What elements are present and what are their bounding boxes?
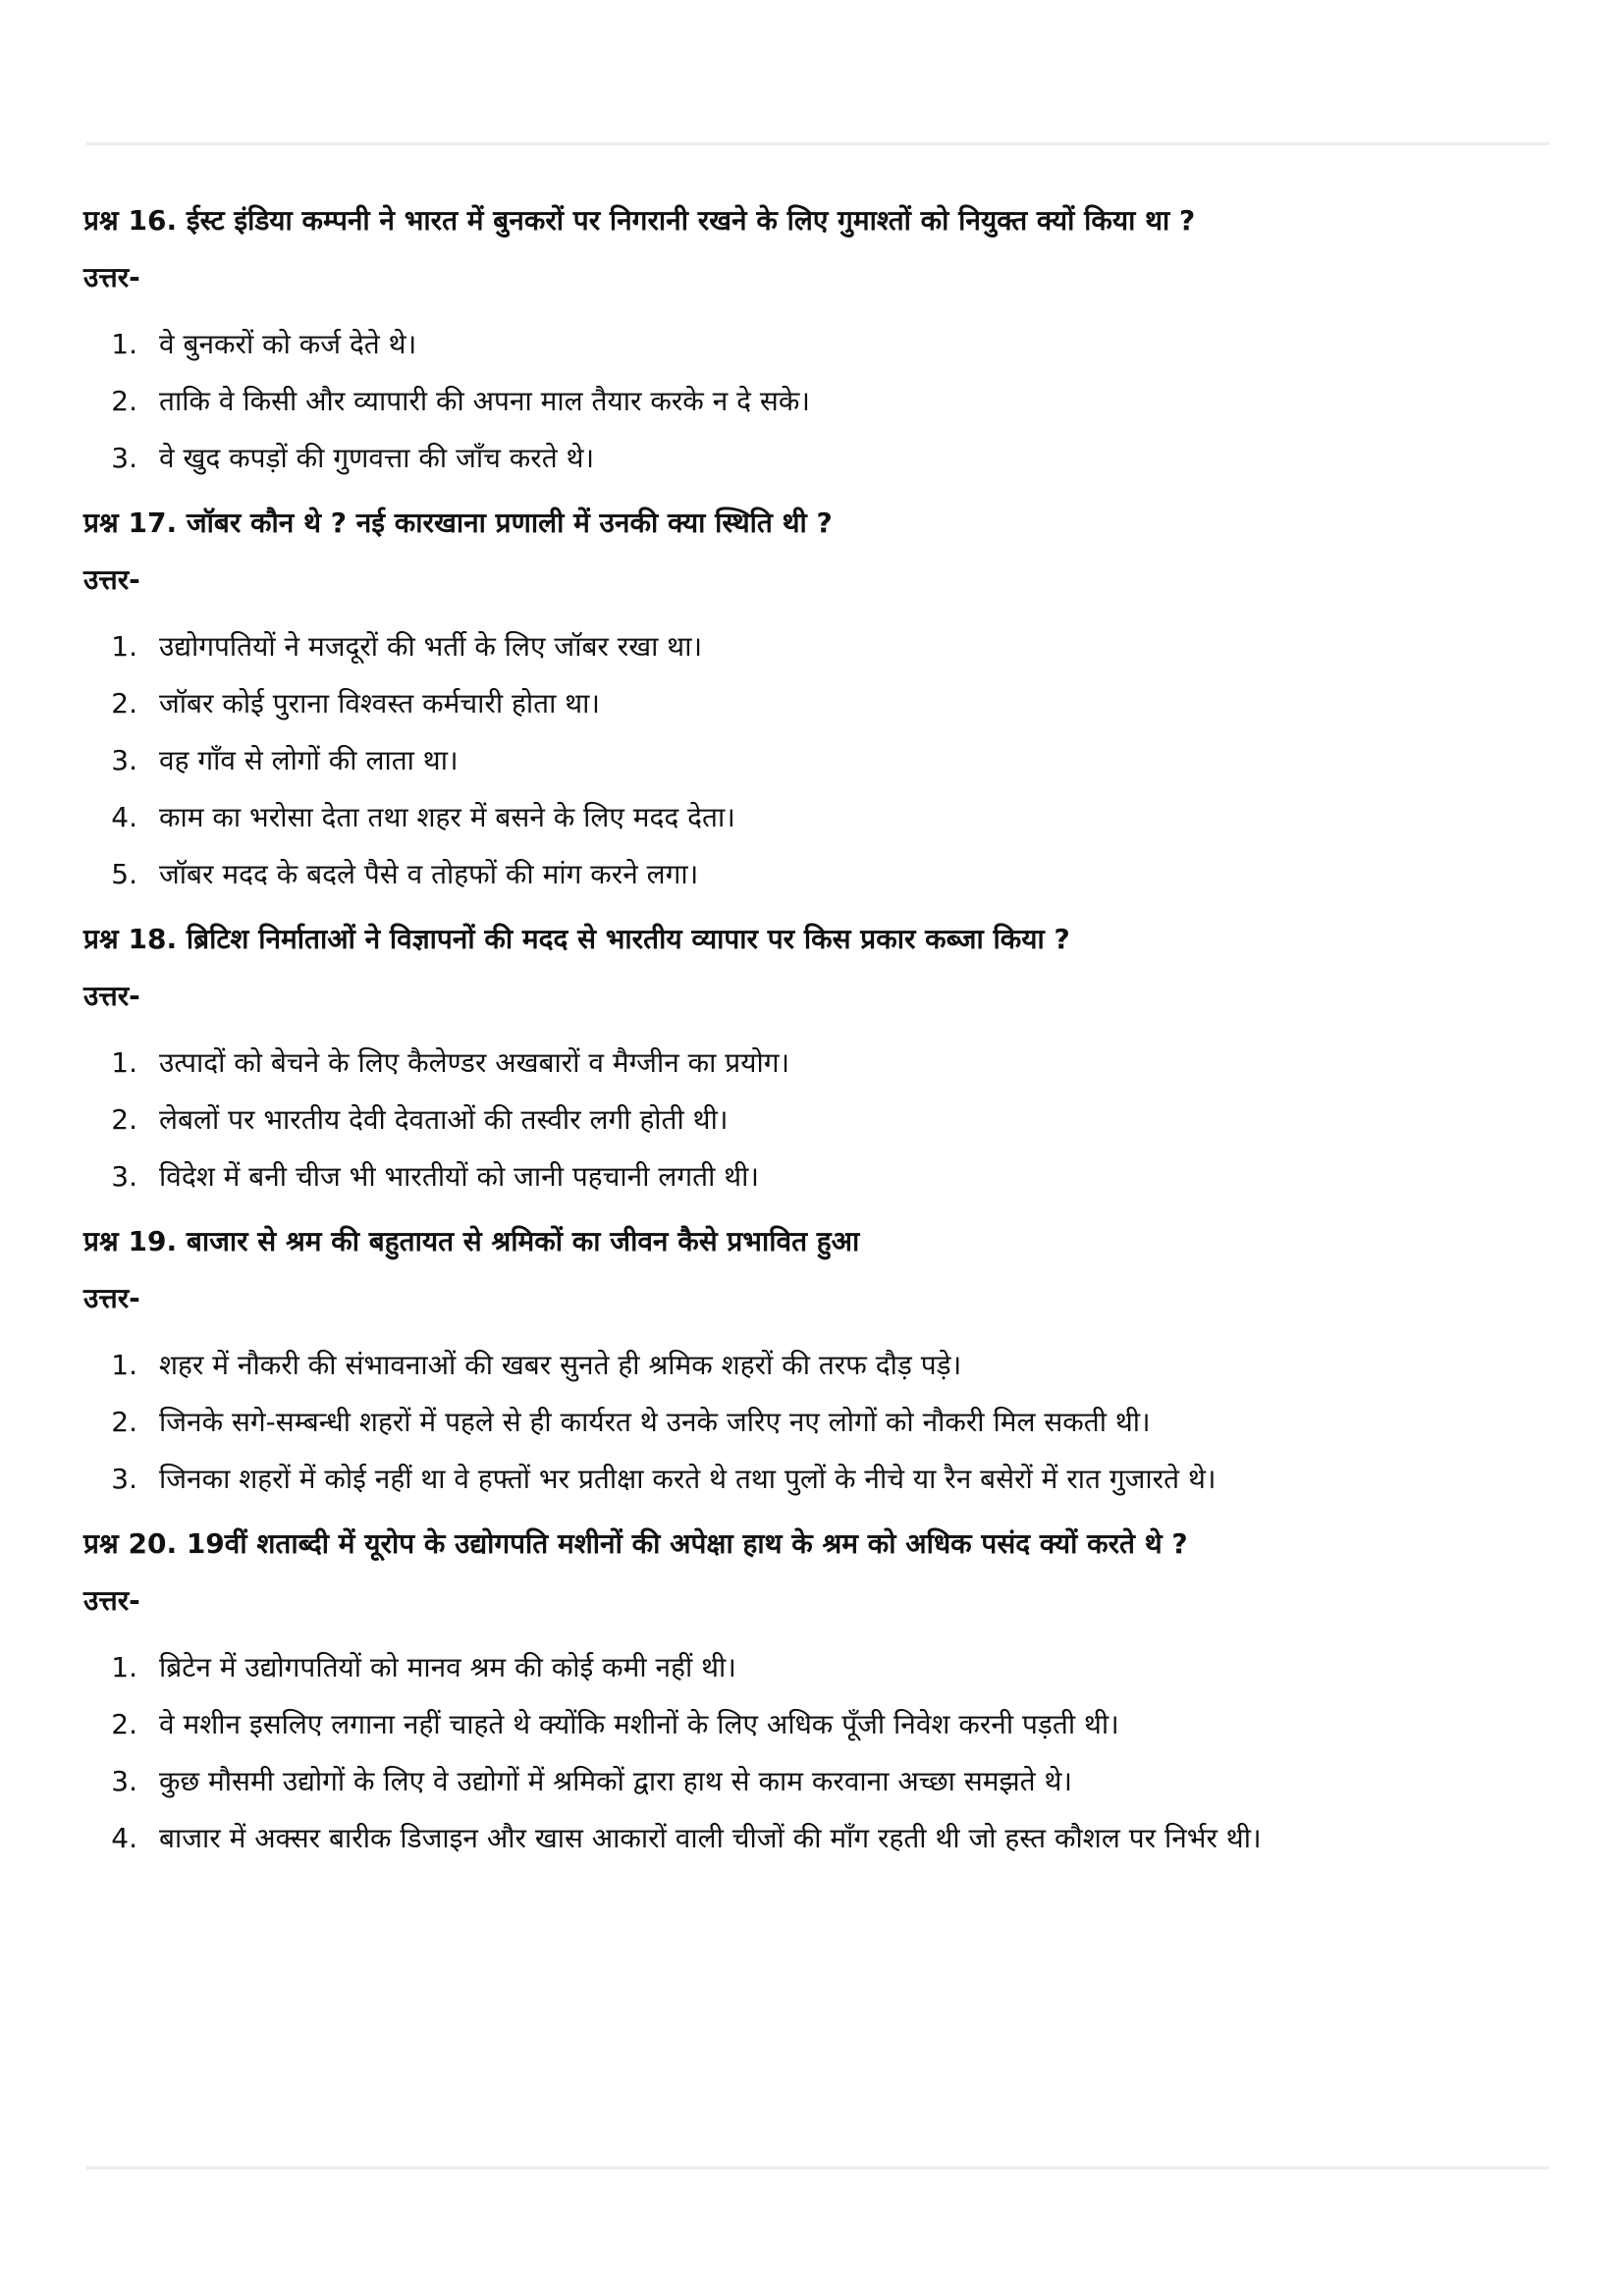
answer-item	[83, 627, 1546, 667]
top-divider	[86, 142, 1549, 145]
item-text: कुछ मौसमी उद्योगों के लिए वे उद्योगों में श्रमिकों द्वारा हाथ से काम करवाना अच्छा समझते थे।	[159, 1765, 1073, 1797]
item-number: 1.	[111, 1651, 137, 1683]
item-number: 2.	[111, 687, 137, 720]
item-number: 5.	[111, 858, 137, 890]
answer-item	[83, 1819, 1546, 1858]
item-number: 1.	[111, 1046, 137, 1079]
qa-block-19	[83, 1222, 1546, 1499]
item-number: 4.	[111, 801, 137, 833]
answer-item	[83, 1648, 1546, 1687]
answer-label: उत्तर-	[83, 1584, 140, 1617]
item-number: 3.	[111, 442, 137, 474]
answer-item	[83, 1460, 1546, 1499]
item-text: जिनका शहरों में कोई नहीं था वे हफ्तों भर प्रतीक्षा करते थे तथा पुलों के नीचे या रैन बसेरों में रात गुजारते थे।	[159, 1463, 1217, 1495]
answer-list	[83, 1648, 1546, 1858]
answer-list	[83, 1346, 1546, 1499]
answer-item	[83, 1346, 1546, 1385]
question-heading: प्रश्न 19. बाजार से श्रम की बहुतायत से श्रमिकों का जीवन कैसे प्रभावित हुआ	[83, 1225, 860, 1257]
answer-item	[83, 1705, 1546, 1744]
answer-label: उत्तर-	[83, 563, 140, 596]
answer-label: उत्तर-	[83, 980, 140, 1012]
item-text: जिनके सगे-सम्बन्धी शहरों में पहले से ही कार्यरत थे उनके जरिए नए लोगों को नौकरी मिल सकती थी।	[159, 1406, 1151, 1438]
item-number: 2.	[111, 1708, 137, 1740]
item-text: काम का भरोसा देता तथा शहर में बसने के लिए मदद देता।	[159, 801, 735, 833]
item-text: वे मशीन इसलिए लगाना नहीं चाहते थे क्योंकि मशीनों के लिए अधिक पूँजी निवेश करनी पड़ती थी।	[159, 1708, 1119, 1740]
item-text: ताकि वे किसी और व्यापारी की अपना माल तैयार करके न दे सके।	[159, 385, 810, 417]
answer-item	[83, 1762, 1546, 1801]
item-text: जॉबर मदद के बदले पैसे व तोहफों की मांग करने लगा।	[159, 858, 699, 890]
item-number: 3.	[111, 744, 137, 776]
answer-item	[83, 798, 1546, 837]
item-text: विदेश में बनी चीज भी भारतीयों को जानी पहचानी लगती थी।	[159, 1160, 759, 1193]
answer-item	[83, 855, 1546, 894]
item-text: वे खुद कपड़ों की गुणवत्ता की जाँच करते थे।	[159, 442, 595, 474]
answer-label: उत्तर-	[83, 261, 140, 294]
item-text: बाजार में अक्सर बारीक डिजाइन और खास आकारों वाली चीजों की माँग रहती थी जो हस्त कौशल पर निर्भर थी।	[159, 1822, 1262, 1854]
answer-item	[83, 1043, 1546, 1083]
item-text: वे बुनकरों को कर्ज देते थे।	[159, 328, 417, 360]
item-text: उत्पादों को बेचने के लिए कैलेण्डर अखबारों व मैग्जीन का प्रयोग।	[159, 1046, 790, 1079]
item-number: 3.	[111, 1160, 137, 1193]
qa-block-20	[83, 1524, 1546, 1858]
answer-item	[83, 325, 1546, 364]
answer-item	[83, 1403, 1546, 1442]
item-number: 2.	[111, 1103, 137, 1136]
item-text: शहर में नौकरी की संभावनाओं की खबर सुनते ही श्रमिक शहरों की तरफ दौड़ पड़े।	[159, 1349, 962, 1381]
item-text: उद्योगपतियों ने मजदूरों की भर्ती के लिए जॉबर रखा था।	[159, 630, 703, 663]
item-text: लेबलों पर भारतीय देवी देवताओं की तस्वीर लगी होती थी।	[159, 1103, 729, 1136]
item-number: 4.	[111, 1822, 137, 1854]
question-heading: प्रश्न 17. जॉबर कौन थे ? नई कारखाना प्रणाली में उनकी क्या स्थिति थी ?	[83, 507, 833, 539]
answer-label: उत्तर-	[83, 1282, 140, 1314]
item-number: 3.	[111, 1765, 137, 1797]
answer-item	[83, 1157, 1546, 1197]
answer-item	[83, 684, 1546, 723]
answer-item	[83, 741, 1546, 780]
item-text: वह गाँव से लोगों की लाता था।	[159, 744, 459, 776]
item-number: 1.	[111, 1349, 137, 1381]
item-text: जॉबर कोई पुराना विश्वस्त कर्मचारी होता था।	[159, 687, 600, 720]
question-heading: प्रश्न 16. ईस्ट इंडिया कम्पनी ने भारत में बुनकरों पर निगरानी रखने के लिए गुमाश्तों को नियुक्त क्यों किया था ?	[83, 204, 1196, 237]
qa-block-17	[83, 504, 1546, 894]
qa-block-18	[83, 920, 1546, 1197]
answer-list	[83, 1043, 1546, 1197]
question-heading: प्रश्न 18. ब्रिटिश निर्माताओं ने विज्ञापनों की मदद से भारतीय व्यापार पर किस प्रकार कब्जा किया ?	[83, 923, 1070, 955]
item-number: 1.	[111, 630, 137, 663]
item-number: 2.	[111, 385, 137, 417]
document-body	[83, 201, 1546, 1884]
item-text: ब्रिटेन में उद्योगपतियों को मानव श्रम की कोई कमी नहीं थी।	[159, 1651, 736, 1683]
item-number: 1.	[111, 328, 137, 360]
answer-item	[83, 439, 1546, 478]
answer-item	[83, 1100, 1546, 1140]
answer-list	[83, 325, 1546, 478]
question-heading: प्रश्न 20. 19वीं शताब्दी में यूरोप के उद्योगपति मशीनों की अपेक्षा हाथ के श्रम को अधिक पसंद क्यों करते थे ?	[83, 1527, 1188, 1560]
item-number: 3.	[111, 1463, 137, 1495]
answer-item	[83, 382, 1546, 421]
qa-block-16	[83, 201, 1546, 478]
answer-list	[83, 627, 1546, 894]
bottom-divider	[86, 2166, 1549, 2169]
item-number: 2.	[111, 1406, 137, 1438]
